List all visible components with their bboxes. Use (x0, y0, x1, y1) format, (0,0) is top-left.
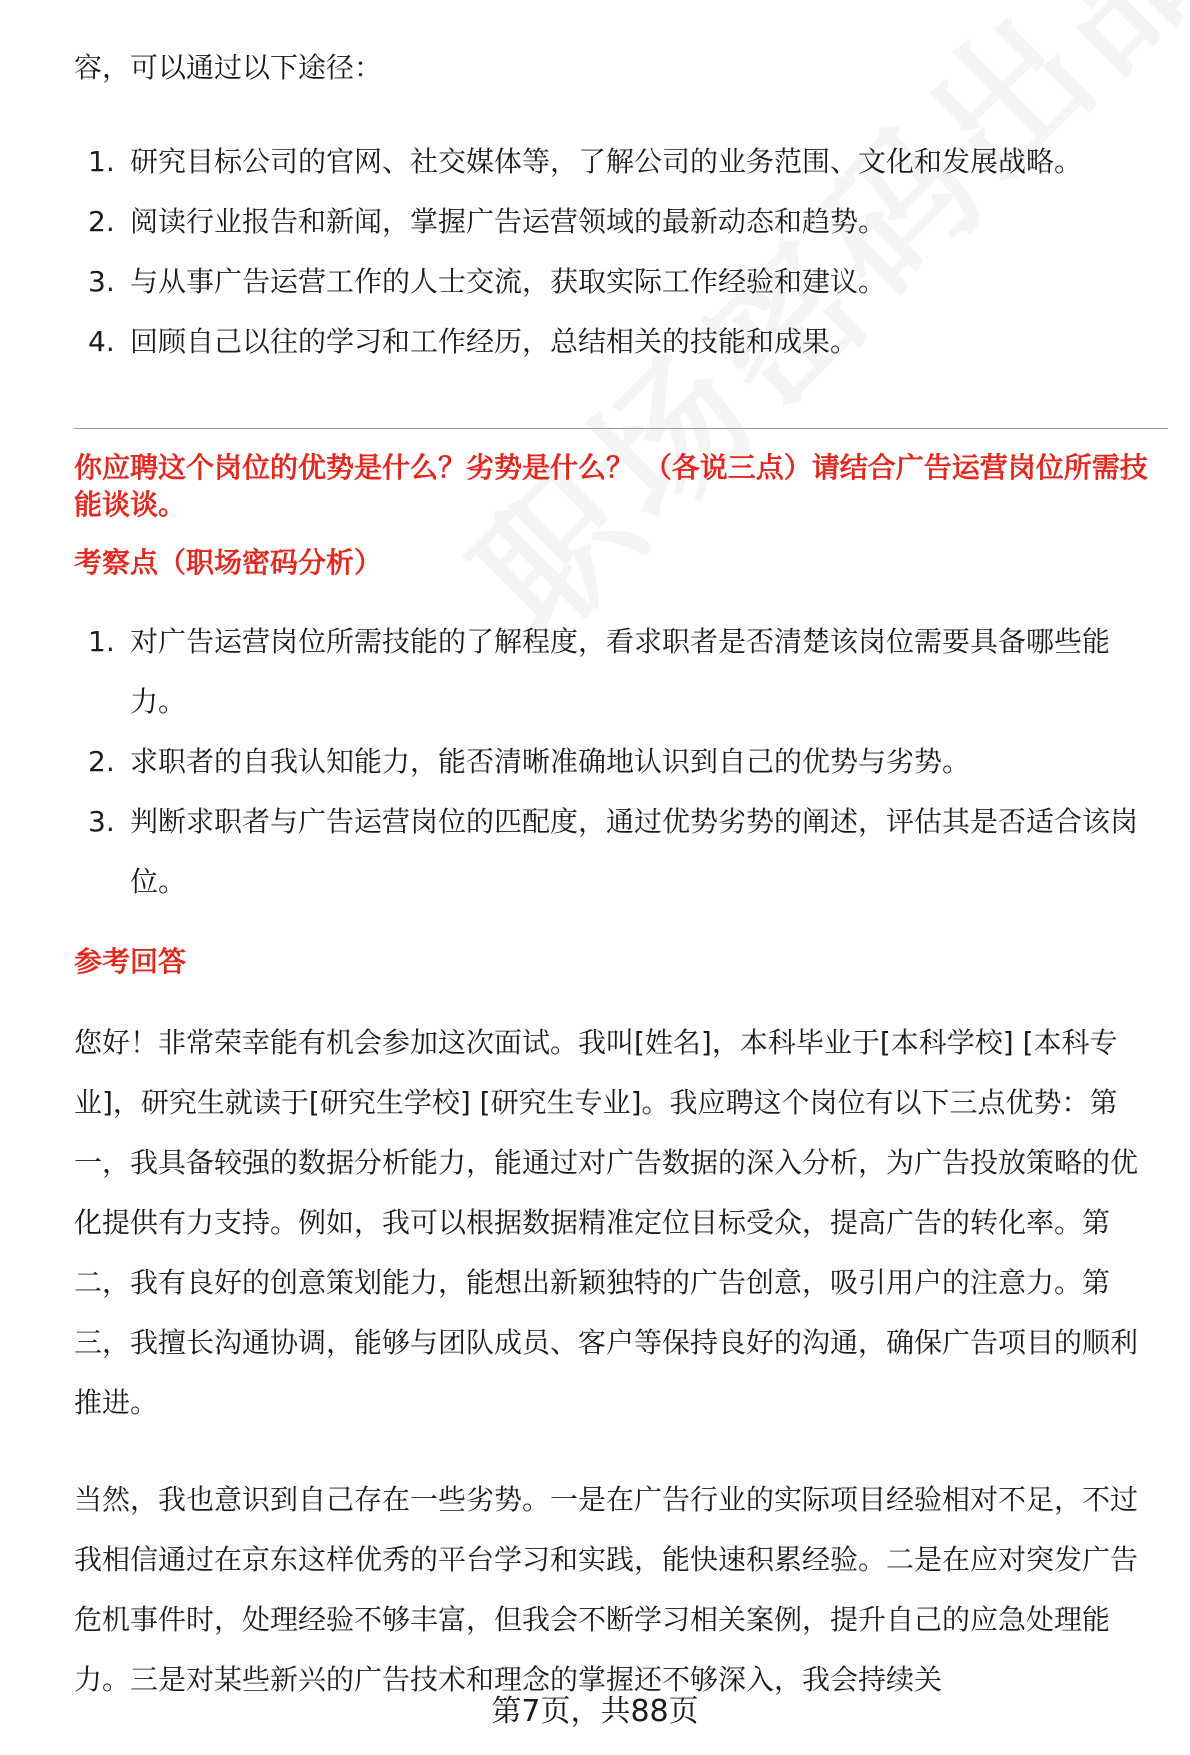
list-item: 3. 判断求职者与广告运营岗位的匹配度，通过优势劣势的阐述，评估其是否适合该岗位。 (88, 805, 1139, 898)
list-item: 4. 回顾自己以往的学习和工作经历，总结相关的技能和成果。 (88, 325, 859, 358)
answer-paragraph-1: 您好！非常荣幸能有机会参加这次面试。我叫[姓名]，本科毕业于[本科学校] [本科专业]，研究生就读于[研究生学校] [研究生专业]。我应聘这个岗位有以下三点优势：第一，我具备较强的数据分析能力，能通过对广告数据的深入分析，为广告投放策略的优化提供有力支持。例如，我可以根据数据精准定位目标受众，提高广告的转化率。第二，我有良好的创意策划能力，能想出新颖独特的广告创意，吸引用户的注意力。第三，我擅长沟通协调，能够与团队成员、客户等保持良好的沟通，确保广告项目的顺利推进。 (74, 1026, 1139, 1419)
page-number: 第7页，共88页 (491, 1694, 699, 1729)
list-item: 2. 求职者的自我认知能力，能否清晰准确地认识到自己的优势与劣势。 (88, 745, 971, 778)
answer-label: 参考回答 (74, 945, 187, 978)
list-item: 3. 与从事广告运营工作的人士交流，获取实际工作经验和建议。 (88, 265, 887, 298)
section-divider (74, 428, 1168, 429)
list-item: 1. 对广告运营岗位所需技能的了解程度，看求职者是否清楚该岗位需要具备哪些能力。 (88, 625, 1111, 718)
question-heading: 你应聘这个岗位的优势是什么？劣势是什么？ （各说三点）请结合广告运营岗位所需技能谈谈。 (74, 451, 1148, 521)
answer-paragraph-2: 当然，我也意识到自己存在一些劣势。一是在广告行业的实际项目经验相对不足，不过我相信通过在京东这样优秀的平台学习和实践，能快速积累经验。二是在应对突发广告危机事件时，处理经验不够丰富，但我会不断学习相关案例，提升自己的应急处理能力。三是对某些新兴的广告技术和理念的掌握还不够深入，我会持续关 (74, 1483, 1139, 1696)
preparation-list (74, 132, 1164, 372)
intro-tail-text: 容，可以通过以下途径： (74, 51, 383, 84)
analysis-list (74, 612, 1164, 912)
analysis-label: 考察点（职场密码分析） (74, 546, 383, 579)
list-item: 1. 研究目标公司的官网、社交媒体等，了解公司的业务范围、文化和发展战略。 (88, 145, 1083, 178)
list-item: 2. 阅读行业报告和新闻，掌握广告运营领域的最新动态和趋势。 (88, 205, 887, 238)
